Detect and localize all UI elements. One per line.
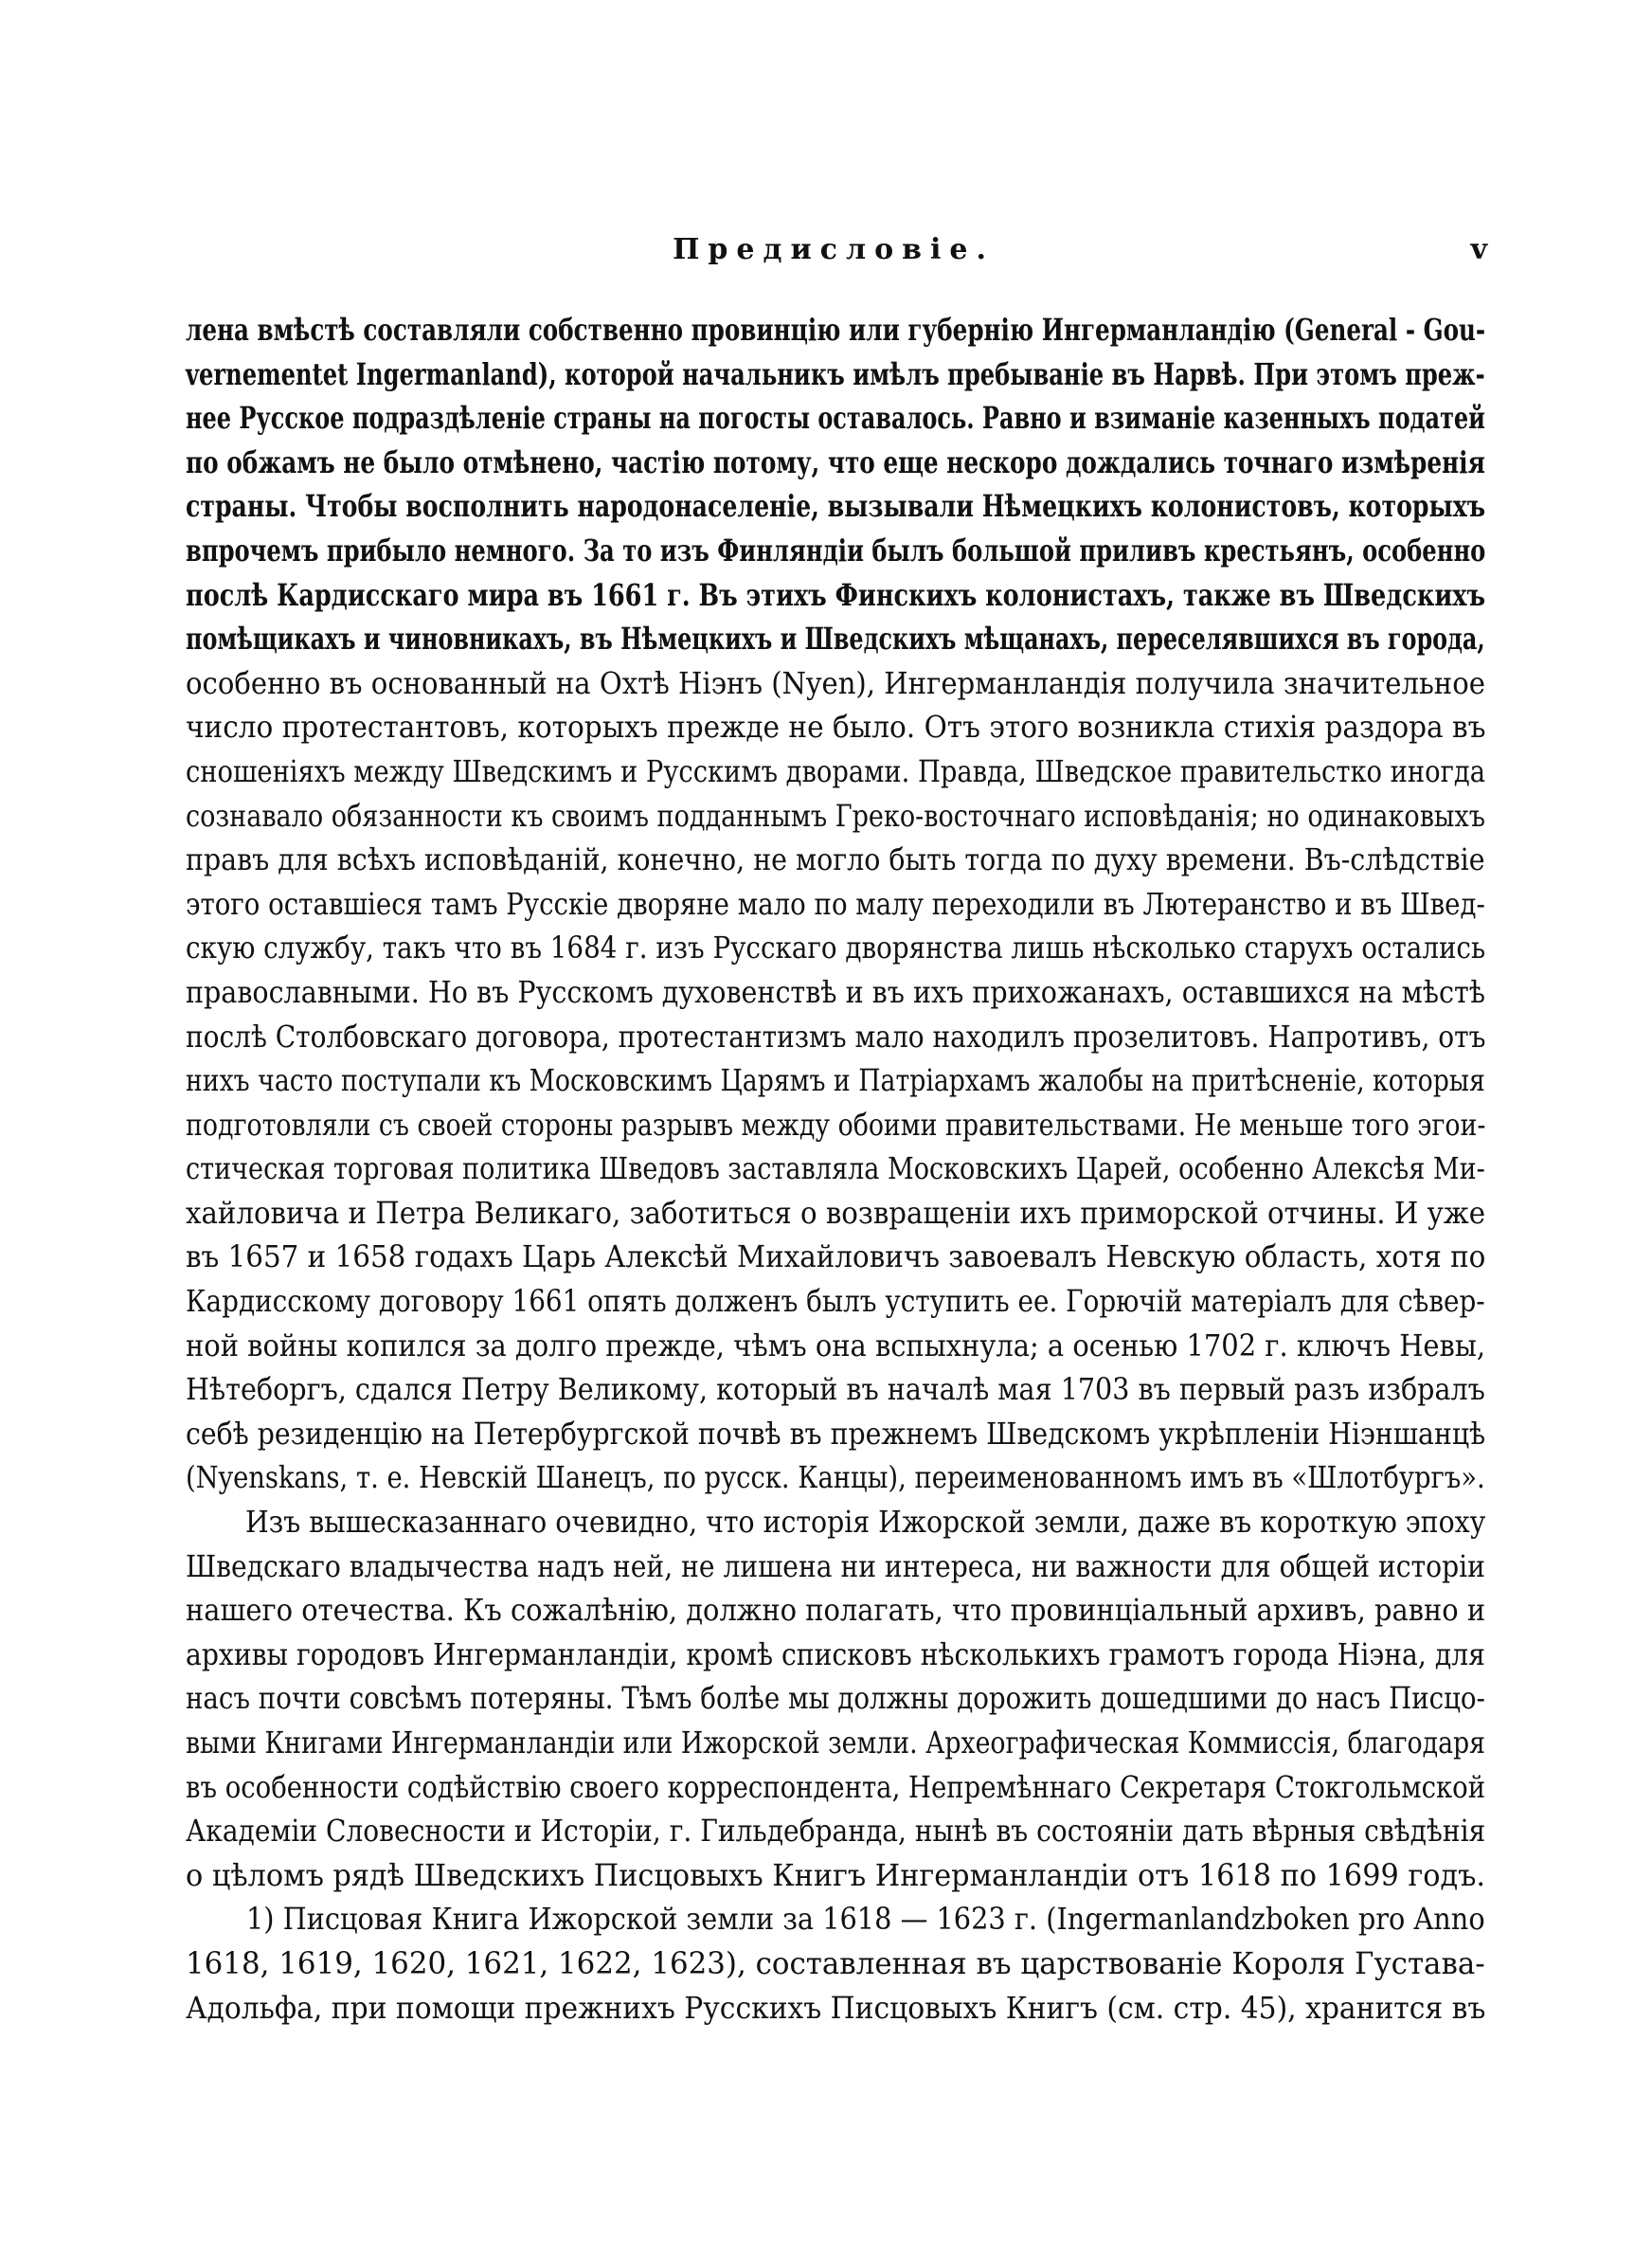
text-line: въ 1657 и 1658 годахъ Царь Алексѣй Михайловичъ завоевалъ Невскую область, хотя по (186, 1240, 1486, 1275)
text-line: сознавало обязанности къ своимъ подданнымъ Греко-восточнаго исповѣданiя; но одинаковыхъ (186, 799, 1485, 834)
text-line: по обжамъ не было отмѣнено, частiю потому, что еще нескоро дождались точнаго измѣренiя (186, 444, 1485, 480)
text-line: скую службу, такъ что въ 1684 г. изъ Русскаго дворянства лишь нѣсколько старухъ остались (186, 931, 1486, 966)
text-line: этого оставшiеся тамъ Русскiе дворяне мало по малу переходили въ Лютеранство и въ Швед- (186, 887, 1485, 922)
page-header (180, 233, 1487, 271)
text-line: себѣ резиденцiю на Петербургской почвѣ въ прежнемъ Шведскомъ укрѣпленiи Нiэншанцѣ (186, 1417, 1486, 1452)
text-line: vernementet Ingermanland), которой начальникъ имѣлъ пребыванiе въ Нарвѣ. При этомъ преж- (186, 356, 1485, 392)
page-number: v (1470, 233, 1487, 266)
text-line: Шведскаго владычества надъ ней, не лишена ни интереса, ни важности для общей исторiи (186, 1549, 1485, 1584)
text-line: сношенiяхъ между Шведскимъ и Русскимъ дворами. Правда, Шведское правительстко иногда (186, 754, 1486, 789)
text-line: лена вмѣстѣ составляли собственно провинцiю или губернiю Ингерманландiю (General - Gou- (186, 313, 1486, 348)
text-line: насъ почти совсѣмъ потеряны. Тѣмъ болѣе мы должны дорожить дошедшими до насъ Писцо- (186, 1682, 1485, 1717)
text-line: 1) Писцовая Книга Ижорской земли за 1618 — 1623 г. (Ingermanlandzboken pro Anno (245, 1903, 1485, 1938)
text-line: хайловича и Петра Великаго, заботиться о возвращенiи ихъ приморской отчины. И уже (186, 1196, 1485, 1231)
text-line: нее Русское подраздѣленiе страны на погосты оставалось. Равно и взиманiе казенныхъ податей (186, 401, 1485, 437)
text-line: нихъ часто поступали къ Московскимъ Царямъ и Патрiархамъ жалобы на притѣсненiе, которыя (186, 1064, 1485, 1099)
text-line: нашего отечества. Къ сожалѣнiю, должно полагать, что провинцiальный архивъ, равно и (186, 1594, 1486, 1629)
text-line: православными. Но въ Русскомъ духовенствѣ и въ ихъ прихожанахъ, оставшихся на мѣстѣ (186, 975, 1486, 1010)
text-line: Изъ вышесказаннаго очевидно, что исторiя Ижорской земли, даже въ короткую эпоху (244, 1506, 1486, 1541)
text-line: правъ для всѣхъ исповѣданiй, конечно, не могло быть тогда по духу времени. Въ-слѣдствiе (186, 843, 1485, 878)
text-line: подготовляли съ своей стороны разрывъ между обоими правительствами. Не меньше того эгои- (186, 1108, 1486, 1143)
text-line: Нѣтеборгъ, сдался Петру Великому, который въ началѣ мая 1703 въ первый разъ избралъ (186, 1373, 1485, 1408)
text-line: ной войны копился за долго прежде, чѣмъ она вспыхнула; а осенью 1702 г. ключъ Невы, (186, 1328, 1486, 1363)
text-line: Академiи Словесности и Исторiи, г. Гильдебранда, нынѣ въ состоянiи дать вѣрныя свѣдѣнiя (186, 1815, 1486, 1850)
text-line: архивы городовъ Ингерманландiи, кромѣ списковъ нѣсколькихъ грамотъ города Нiэна, для (186, 1637, 1485, 1672)
text-line: впрочемъ прибыло немного. За то изъ Финляндiи былъ большой приливъ крестьянъ, особенно (186, 533, 1486, 569)
running-title: Предисловiе. (673, 233, 995, 266)
body-text (186, 309, 1485, 2031)
text-line: (Nyenskans, т. е. Невскiй Шанецъ, по русск. Канцы), переименованномъ имъ въ «Шлотбургъ». (186, 1461, 1485, 1496)
text-line: выми Книгами Ингерманландiи или Ижорской земли. Археографическая Коммиссiя, благодаря (186, 1726, 1486, 1760)
text-line: помѣщикахъ и чиновникахъ, въ Нѣмецкихъ и Шведскихъ мѣщанахъ, переселявшихся въ города, (186, 622, 1485, 658)
text-line: о цѣломъ рядѣ Шведскихъ Писцовыхъ Книгъ Ингерманландiи отъ 1618 по 1699 годъ. (186, 1858, 1486, 1893)
text-line: 1618, 1619, 1620, 1621, 1622, 1623), составленная въ царствованiе Короля Густава- (186, 1946, 1485, 1981)
text-line: послѣ Столбовскаго договора, протестантизмъ мало находилъ прозелитовъ. Напротивъ, отъ (186, 1020, 1486, 1055)
text-line: Кардисскому договору 1661 опять долженъ былъ уступить ее. Горючiй матерiалъ для сѣвер- (186, 1285, 1485, 1320)
text-line: стическая торговая политика Шведовъ заставляла Московскихъ Царей, особенно Алексѣя Ми- (186, 1152, 1485, 1187)
text-line: особенно въ основанный на Охтѣ Нiэнъ (Nyen), Ингерманландiя получила значительное (186, 666, 1485, 701)
text-line: въ особенности содѣйствiю своего корреспондента, Непремѣннаго Секретаря Стокгольмской (186, 1770, 1486, 1805)
text-line: число протестантовъ, которыхъ прежде не было. Отъ этого возникла стихiя раздора въ (186, 711, 1486, 746)
text-line: послѣ Кардисскаго мира въ 1661 г. Въ этихъ Финскихъ колонистахъ, также въ Шведскихъ (186, 577, 1486, 613)
text-line: страны. Чтобы восполнить народонаселенiе, вызывали Нѣмецкихъ колонистовъ, которыхъ (186, 489, 1486, 525)
text-line: Адольфа, при помощи прежнихъ Русскихъ Писцовыхъ Книгъ (см. стр. 45), хранится въ (186, 1991, 1486, 2026)
